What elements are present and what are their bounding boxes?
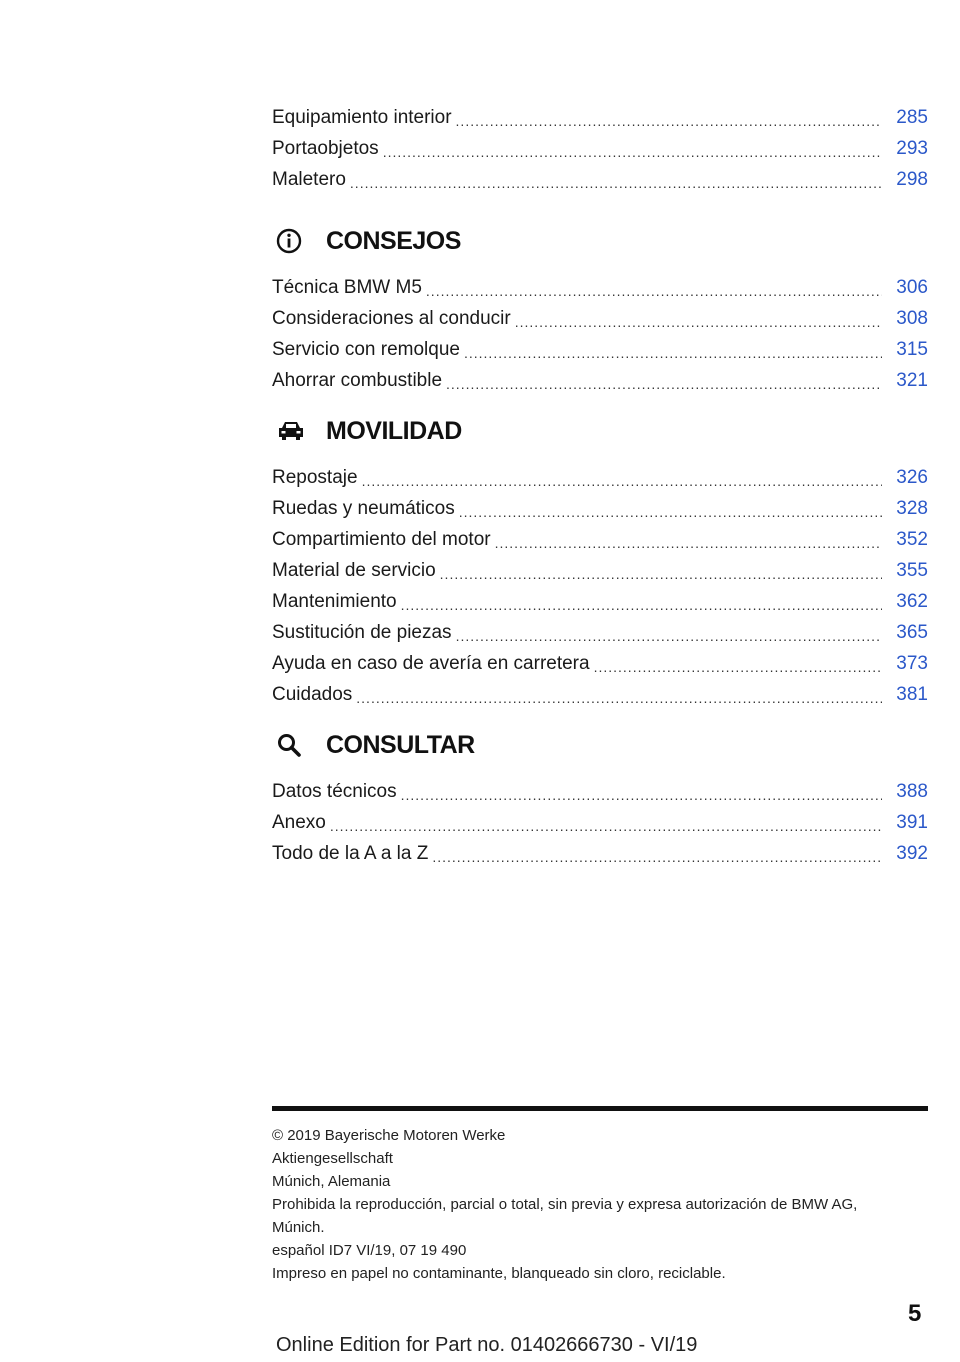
toc-group-interior [272, 102, 928, 195]
toc-entry[interactable] [272, 586, 928, 617]
toc-entry[interactable] [272, 272, 928, 303]
info-icon [272, 226, 316, 256]
toc-section-movilidad [272, 400, 928, 710]
toc-entry[interactable] [272, 807, 928, 838]
leader-dots [456, 109, 882, 133]
toc-page-link[interactable]: 328 [896, 498, 928, 519]
toc-entry-title: Cuidados [272, 684, 353, 705]
toc-page-link[interactable]: 373 [896, 653, 928, 674]
leader-dots [594, 655, 882, 679]
toc-entry-title: Portaobjetos [272, 138, 379, 159]
toc-entry[interactable] [272, 334, 928, 365]
toc-entry-title: Consideraciones al conducir [272, 308, 511, 329]
toc-page-link[interactable]: 321 [896, 370, 928, 391]
leader-dots [495, 531, 882, 555]
toc-section-consultar [272, 714, 928, 869]
toc-page-link[interactable]: 293 [896, 138, 928, 159]
toc-entry-title: Maletero [272, 169, 346, 190]
section-heading [272, 210, 928, 272]
toc-page-link[interactable]: 392 [896, 843, 928, 864]
imprint-line: Múnich, Alemania [272, 1173, 391, 1190]
toc-page-link[interactable]: 315 [896, 339, 928, 360]
toc-entry-title: Ayuda en caso de avería en carretera [272, 653, 590, 674]
toc-entry-title: Compartimiento del motor [272, 529, 491, 550]
toc-entry-title: Datos técnicos [272, 781, 397, 802]
leader-dots [401, 593, 882, 617]
toc-page-link[interactable]: 308 [896, 308, 928, 329]
toc-page-link[interactable]: 352 [896, 529, 928, 550]
leader-dots [362, 469, 882, 493]
toc-page-link[interactable]: 298 [896, 169, 928, 190]
imprint-line: español ID7 VI/19, 07 19 490 [272, 1242, 467, 1259]
toc-entry-title: Ahorrar combustible [272, 370, 443, 391]
toc-page-link[interactable]: 362 [896, 591, 928, 612]
leader-dots [464, 341, 882, 365]
toc-entry[interactable] [272, 555, 928, 586]
toc-entry[interactable] [272, 617, 928, 648]
toc-page-link[interactable]: 391 [896, 812, 928, 833]
search-icon [272, 730, 316, 760]
toc-entry-title: Repostaje [272, 467, 358, 488]
toc-entry[interactable] [272, 524, 928, 555]
toc-entry-title: Material de servicio [272, 560, 436, 581]
toc-entry[interactable] [272, 365, 928, 396]
online-edition-footer: Online Edition for Part no. 01402666730 - VI/19 [276, 1334, 698, 1356]
car-icon [272, 416, 316, 446]
toc-entry[interactable] [272, 133, 928, 164]
toc-page-link[interactable]: 306 [896, 277, 928, 298]
toc-entry-title: Ruedas y neumáticos [272, 498, 455, 519]
section-title: CONSULTAR [326, 730, 475, 759]
section-heading [272, 400, 928, 462]
toc-page-link[interactable]: 365 [896, 622, 928, 643]
toc-page-link[interactable]: 326 [896, 467, 928, 488]
imprint-block [272, 1124, 912, 1285]
toc-entry-title: Anexo [272, 812, 326, 833]
toc-page-link[interactable]: 355 [896, 560, 928, 581]
imprint-line: Múnich. [272, 1219, 325, 1236]
leader-dots [459, 500, 882, 524]
toc-entry[interactable] [272, 102, 928, 133]
toc-entry-title: Equipamiento interior [272, 107, 452, 128]
imprint-line: Prohibida la reproducción, parcial o total, sin previa y expresa autorización de BMW AG, [272, 1196, 858, 1213]
toc-section-consejos [272, 210, 928, 396]
toc-entry-title: Sustitución de piezas [272, 622, 452, 643]
toc-entry[interactable] [272, 493, 928, 524]
leader-dots [456, 624, 882, 648]
toc-entry[interactable] [272, 303, 928, 334]
leader-dots [383, 140, 882, 164]
toc-entry[interactable] [272, 648, 928, 679]
toc-page-link[interactable]: 381 [896, 684, 928, 705]
section-heading [272, 714, 928, 776]
toc-page-link[interactable]: 388 [896, 781, 928, 802]
leader-dots [440, 562, 882, 586]
leader-dots [515, 310, 882, 334]
toc-entry-title: Mantenimiento [272, 591, 397, 612]
leader-dots [426, 279, 882, 303]
leader-dots [401, 783, 882, 807]
toc-entry-title: Servicio con remolque [272, 339, 460, 360]
leader-dots [330, 814, 882, 838]
toc-entry[interactable] [272, 164, 928, 195]
page-number: 5 [908, 1300, 922, 1327]
toc-page-link[interactable]: 285 [896, 107, 928, 128]
leader-dots [356, 686, 882, 710]
toc-entry[interactable] [272, 838, 928, 869]
imprint-line: Aktiengesellschaft [272, 1150, 393, 1167]
toc-entry[interactable] [272, 462, 928, 493]
footer-divider [272, 1106, 928, 1111]
toc-entry-title: Todo de la A a la Z [272, 843, 429, 864]
imprint-line: Impreso en papel no contaminante, blanqueado sin cloro, reciclable. [272, 1265, 726, 1282]
toc-entry-title: Técnica BMW M5 [272, 277, 422, 298]
toc-entry[interactable] [272, 679, 928, 710]
leader-dots [446, 372, 882, 396]
toc-entry[interactable] [272, 776, 928, 807]
section-title: MOVILIDAD [326, 416, 462, 445]
imprint-line: © 2019 Bayerische Motoren Werke [272, 1127, 506, 1144]
leader-dots [432, 845, 882, 869]
leader-dots [350, 171, 882, 195]
section-title: CONSEJOS [326, 226, 461, 255]
